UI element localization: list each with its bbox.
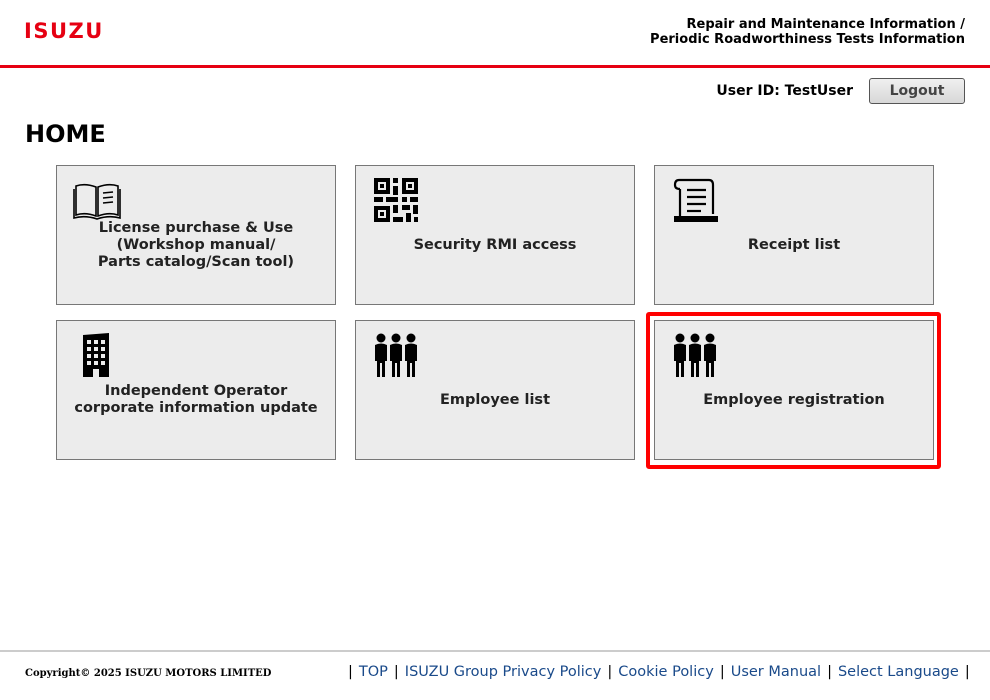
- footer-separator: |: [827, 664, 832, 680]
- footer-link-top[interactable]: TOP: [358, 664, 388, 680]
- svg-text:ISUZU: ISUZU: [24, 20, 104, 42]
- tile-label: Employee registration: [703, 391, 885, 408]
- footer-link-user-manual[interactable]: User Manual: [730, 664, 822, 680]
- tile-label: Independent Operator corporate information update: [74, 383, 318, 416]
- header-title-line2: Periodic Roadworthiness Tests Information: [650, 32, 965, 47]
- footer-link-cookie-policy[interactable]: Cookie Policy: [618, 664, 714, 680]
- footer-divider: [0, 650, 990, 652]
- footer-separator: |: [719, 664, 725, 680]
- footer-separator: |: [393, 664, 399, 680]
- tile-label: License purchase & Use (Workshop manual/ Parts catalog/Scan tool): [97, 219, 295, 270]
- tile-license-purchase[interactable]: [56, 165, 336, 305]
- tile-receipt-list[interactable]: [654, 165, 934, 305]
- header-title: [650, 17, 965, 47]
- logout-button[interactable]: Logout: [869, 78, 965, 104]
- footer-separator: |: [964, 664, 970, 680]
- footer-link-select-language[interactable]: Select Language: [837, 664, 959, 680]
- tile-corporate-info-update[interactable]: [56, 320, 336, 460]
- isuzu-logo[interactable]: [24, 20, 116, 42]
- footer-links: [342, 664, 976, 680]
- page-title: HOME: [25, 120, 106, 148]
- footer-link-privacy-policy[interactable]: ISUZU Group Privacy Policy: [404, 664, 602, 680]
- header-title-line1: Repair and Maintenance Information /: [686, 17, 965, 32]
- site-header: [0, 0, 990, 68]
- user-id-label: User ID: TestUser: [716, 83, 853, 99]
- tile-label: Receipt list: [747, 236, 841, 253]
- tile-employee-list[interactable]: [355, 320, 635, 460]
- user-bar: [716, 78, 965, 104]
- copyright: Copyright© 2025 ISUZU MOTORS LIMITED: [25, 668, 272, 679]
- footer-separator: |: [607, 664, 613, 680]
- footer-separator: |: [348, 664, 353, 680]
- tile-label: Employee list: [440, 391, 550, 408]
- tile-label: Security RMI access: [413, 236, 577, 253]
- tile-security-rmi-access[interactable]: [355, 165, 635, 305]
- tile-employee-registration[interactable]: [654, 320, 934, 460]
